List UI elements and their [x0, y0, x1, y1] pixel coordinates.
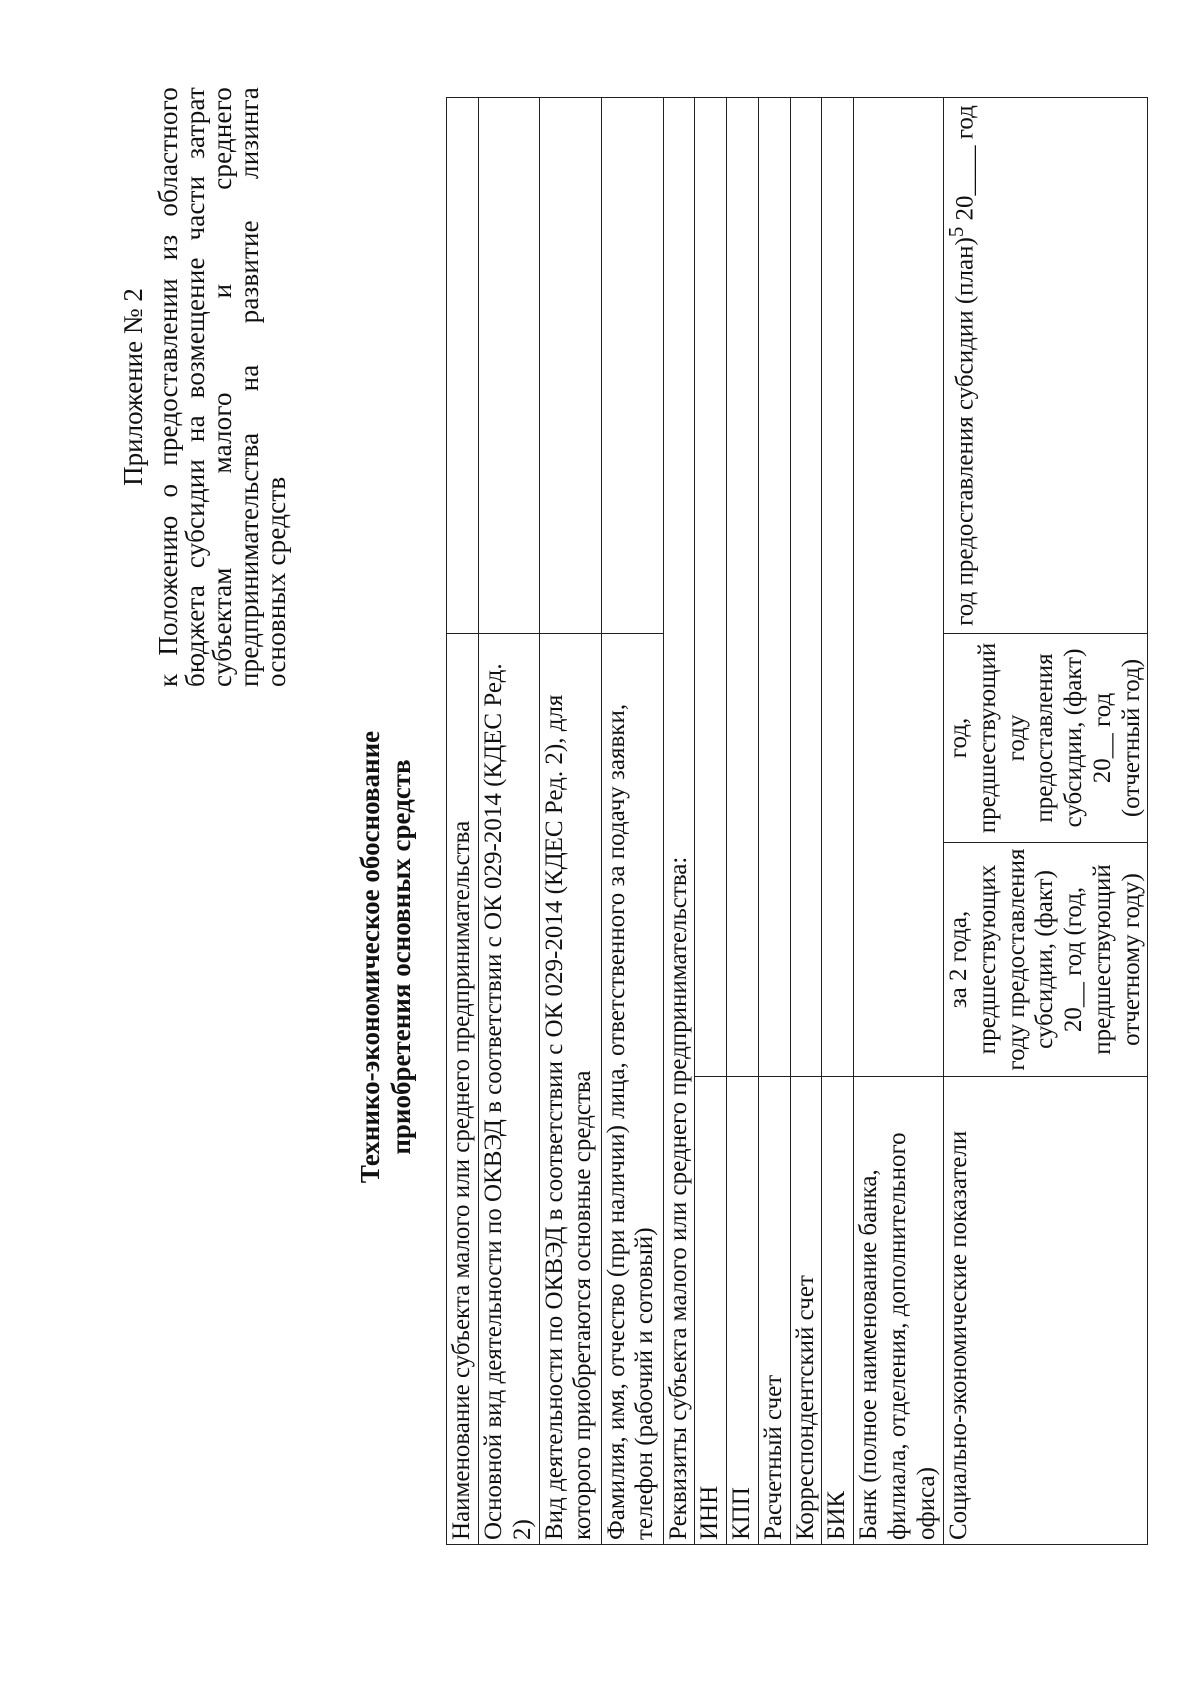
table-row: [758, 97, 790, 1544]
label-okved-main: Основной вид деятельности по ОКВЭД в соответствии с ОК 029-2014 (КДЕС Ред. 2): [479, 633, 540, 1544]
table-row: [944, 97, 1148, 1544]
label-account: Расчетный счет: [758, 1077, 790, 1545]
application-table: [446, 97, 1148, 1545]
value-account[interactable]: [758, 97, 790, 1076]
appendix-text: к Положению о предоставлении из областного бюджета субсидии на возмещение части затрат субъектам малого и среднего предпринимательства на развитие лизинга основных средств: [153, 87, 291, 687]
table-row: [727, 97, 759, 1544]
header-year-plan-year: 20____ год: [951, 105, 979, 227]
label-name: Наименование субъекта малого или среднего предпринимательства: [447, 633, 479, 1544]
value-kpp[interactable]: [727, 97, 759, 1076]
value-bank[interactable]: [854, 97, 944, 1076]
document-title: [355, 457, 417, 1457]
label-bik: БИК: [822, 1077, 854, 1545]
label-kpp: КПП: [727, 1077, 759, 1545]
header-year-plan-text: год предоставления субсидии (план): [951, 237, 979, 626]
header-year-plan: [944, 97, 1148, 633]
value-inn[interactable]: [695, 97, 727, 1076]
appendix-number: Приложение № 2: [118, 288, 148, 486]
table-row: [663, 97, 695, 1544]
title-line-1: Технико-экономическое обоснование: [355, 730, 385, 1184]
table-row: [695, 97, 727, 1544]
title-line-2: приобретения основных средств: [386, 759, 417, 1155]
value-okved-main[interactable]: [479, 97, 540, 633]
value-bik[interactable]: [822, 97, 854, 1076]
header-year-minus1: год, предшествующий году предоставления субсидии, (факт) 20__ год (отчетный год): [944, 633, 1148, 842]
table-row: [854, 97, 944, 1544]
appendix-header: [120, 87, 290, 687]
table-row: [539, 97, 601, 1544]
table-row: [479, 97, 540, 1544]
value-name[interactable]: [447, 97, 479, 633]
value-corr-account[interactable]: [790, 97, 822, 1076]
label-inn: ИНН: [695, 1077, 727, 1545]
label-corr-account: Корреспондентский счет: [790, 1077, 822, 1545]
table-row: [447, 97, 479, 1544]
label-bank: Банк (полное наименование банка, филиала, отделения, дополнительного офиса): [854, 1077, 944, 1545]
table-row: [822, 97, 854, 1544]
value-okved-purchase[interactable]: [539, 97, 601, 633]
label-contact: Фамилия, имя, отчество (при наличии) лица, ответственного за подачу заявки, телефон (рабочий и сотовый): [601, 633, 663, 1544]
table-row: [601, 97, 663, 1544]
label-indicators: Социально-экономические показатели: [944, 1077, 1148, 1545]
label-requisites: Реквизиты субъекта малого или среднего предпринимательства:: [663, 97, 695, 1544]
table-row: [790, 97, 822, 1544]
footnote-mark: 5: [944, 226, 968, 238]
header-year-minus2: за 2 года, предшествующих году предоставления субсидии, (факт) 20__ год (год, предшествующий отчетному году): [944, 843, 1148, 1077]
label-okved-purchase: Вид деятельности по ОКВЭД в соответствии с ОК 029-2014 (КДЕС Ред. 2), для которого приобретаются основные средства: [539, 633, 601, 1544]
value-contact[interactable]: [601, 97, 663, 633]
